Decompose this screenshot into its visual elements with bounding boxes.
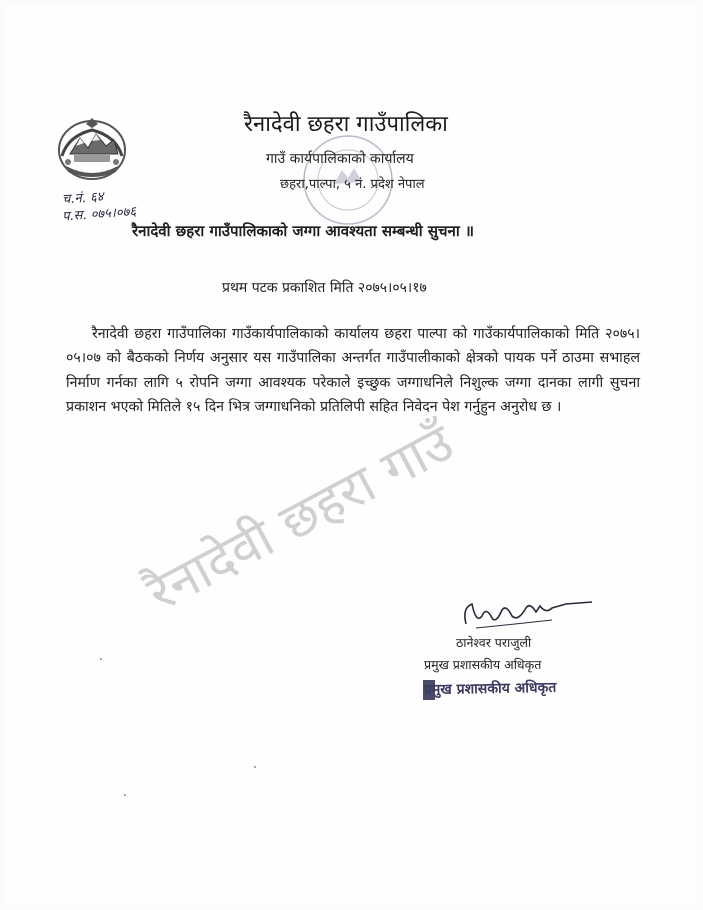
signatory-name: ठानेश्वर पराजुली (456, 635, 532, 650)
municipality-title: रैनादेवी छहरा गाउँपालिका (244, 112, 448, 137)
notice-body: रैनादेवी छहरा गाउँपालिका गाउँकार्यपालिकाको कार्यालय छहरा पाल्पा को गाउँकार्यपालिकाको मिति २०७५।०५।०७ को बैठकको निर्णय अनुसार यस गाउँपालिका अन्तर्गत गाउँपालीकाको क्षेत्रको पायक पर्ने ठाउमा सभाहल निर्माण गर्नका लागि ५ रोपनि जग्गा आवश्यक परेकाले इच्छुक जग्गाधनिले निशुल्क जग्गा दानका लागी सुचना प्रकाशन भएको मितिले १५ दिन भित्र जग्गाधनिको प्रतिलिपी सहित निवेदन पेश गर्नुहुन अनुरोध छ । (66, 326, 640, 415)
publication-date: प्रथम पटक प्रकाशित मिति २०७५।०५।१७ (222, 280, 427, 296)
signature-icon (456, 594, 596, 636)
office-name: गाउँ कार्यपालिकाको कार्यालय (266, 151, 414, 167)
paper-speck (100, 658, 102, 660)
notice-subject: रैनादेवी छहरा गाउँपालिकाको जग्गा आवश्यता सम्बन्धी सुचना ॥ (132, 222, 474, 240)
paper-speck (124, 794, 126, 796)
cha-number: च.नं. ६४ (61, 189, 104, 208)
paper-speck (254, 766, 256, 768)
pa-sa-number: प.स. ०७५।०७६ (61, 204, 137, 225)
watermark-text: रैनादेवी छहरा गाउँ (137, 412, 464, 625)
notice-page (4, 4, 696, 904)
office-address: छहरा,पाल्पा, ५ नं. प्रदेश नेपाल (280, 177, 425, 192)
nepal-emblem-icon (56, 116, 128, 182)
signatory-stamp: प्रमुख प्रशासकीय अधिकृत (423, 679, 557, 699)
signatory-title: प्रमुख प्रशासकीय अधिकृत (424, 657, 542, 672)
